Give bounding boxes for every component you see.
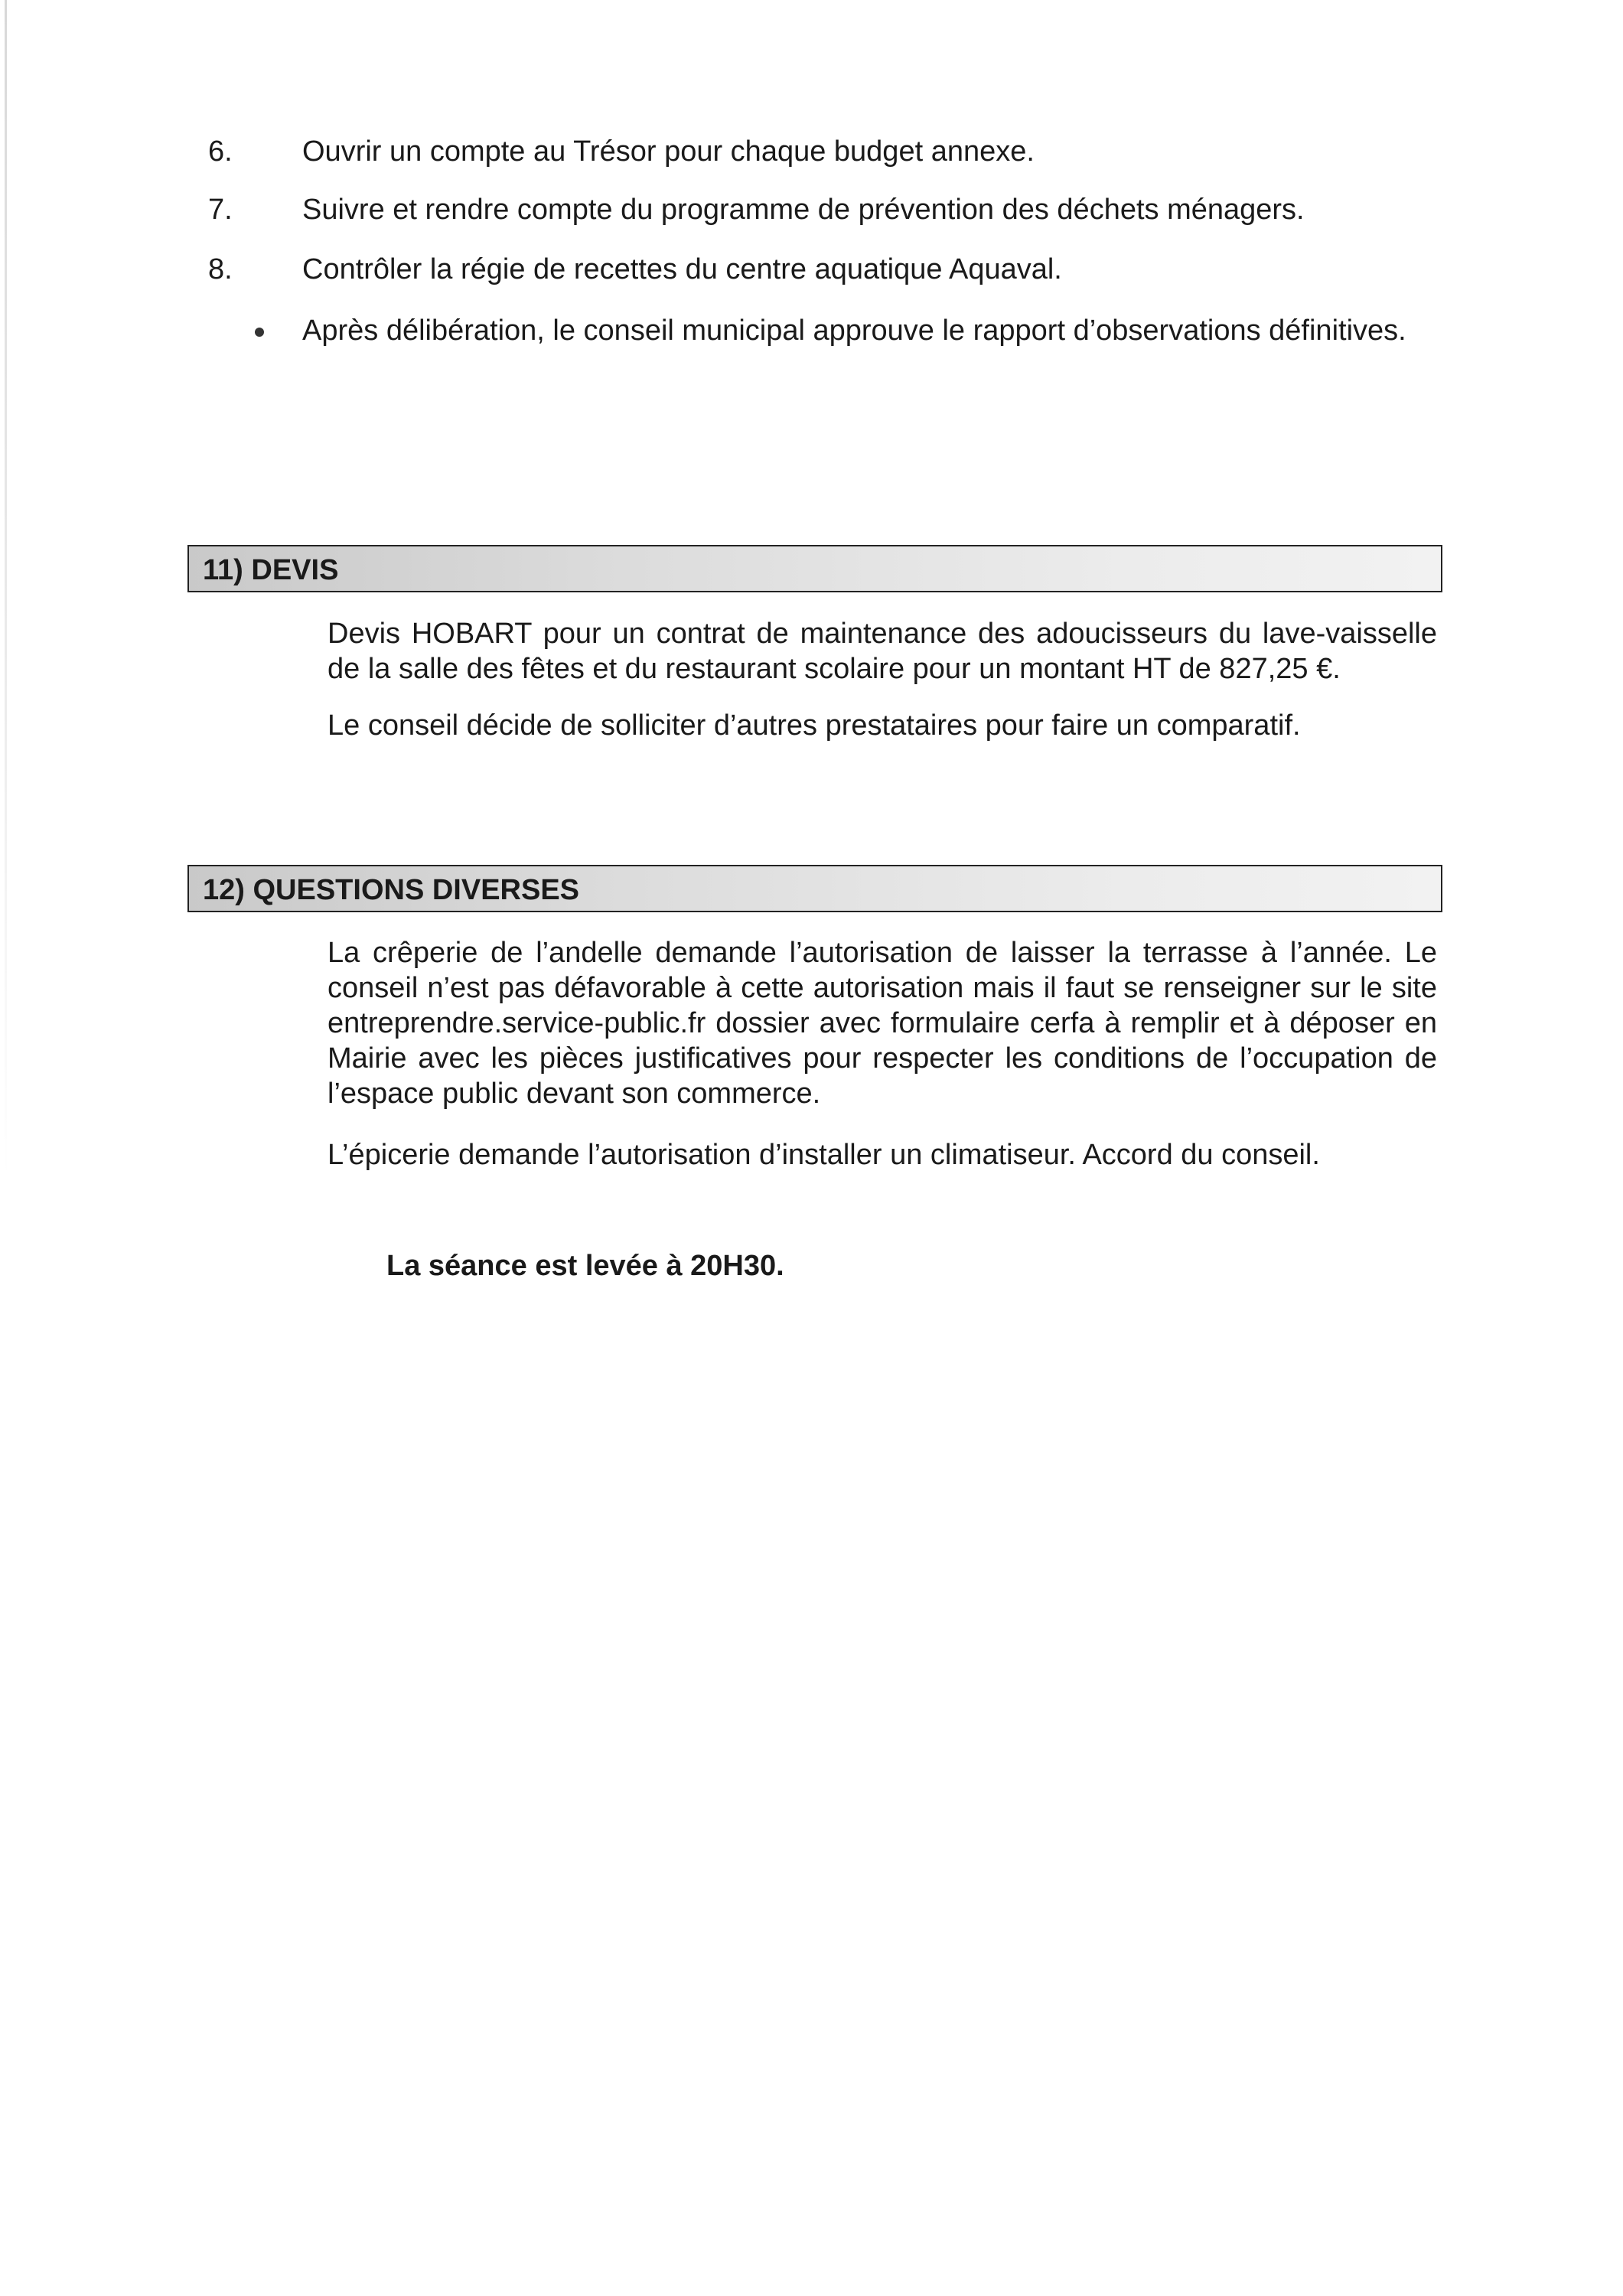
list-item-text: Suivre et rendre compte du programme de prévention des déchets ménagers. [302, 194, 1305, 226]
creperie-paragraph: La crêperie de l’andelle demande l’autorisation de laisser la terrasse à l’année. Le conseil n’est pas défavorable à cette autorisation mais il faut se renseigner sur le site entreprendre.service-public.fr dossier avec formulaire cerfa à remplir et à déposer en Mairie avec les pièces justificatives pour respecter les conditions de l’occupation de l’espace public devant son commerce. [328, 937, 1437, 1110]
list-item-number: 8. [208, 253, 233, 285]
list-item-text: Contrôler la régie de recettes du centre aquatique Aquaval. [302, 253, 1062, 285]
list-item-number: 6. [208, 135, 233, 168]
devis-decision-paragraph: Le conseil décide de solliciter d’autres prestataires pour faire un comparatif. [328, 709, 1301, 742]
section-heading-questions-diverses [187, 865, 1442, 912]
list-item-number: 7. [208, 194, 233, 226]
bullet-item-text: Après délibération, le conseil municipal approuve le rapport d’observations définitives. [302, 315, 1406, 347]
section-heading-title: 11) DEVIS [203, 554, 339, 586]
bullet-icon [255, 328, 264, 337]
epicerie-paragraph: L’épicerie demande l’autorisation d’installer un climatiseur. Accord du conseil. [328, 1139, 1320, 1171]
closing-statement: La séance est levée à 20H30. [386, 1250, 784, 1282]
devis-paragraph: Devis HOBART pour un contrat de maintenance des adoucisseurs du lave-vaisselle de la salle des fêtes et du restaurant scolaire pour un montant HT de 827,25 €. [328, 618, 1437, 685]
section-heading-title: 12) QUESTIONS DIVERSES [203, 874, 580, 906]
scan-edge-line [5, 0, 7, 1179]
list-item-text: Ouvrir un compte au Trésor pour chaque budget annexe. [302, 135, 1035, 168]
section-heading-devis [187, 545, 1442, 592]
